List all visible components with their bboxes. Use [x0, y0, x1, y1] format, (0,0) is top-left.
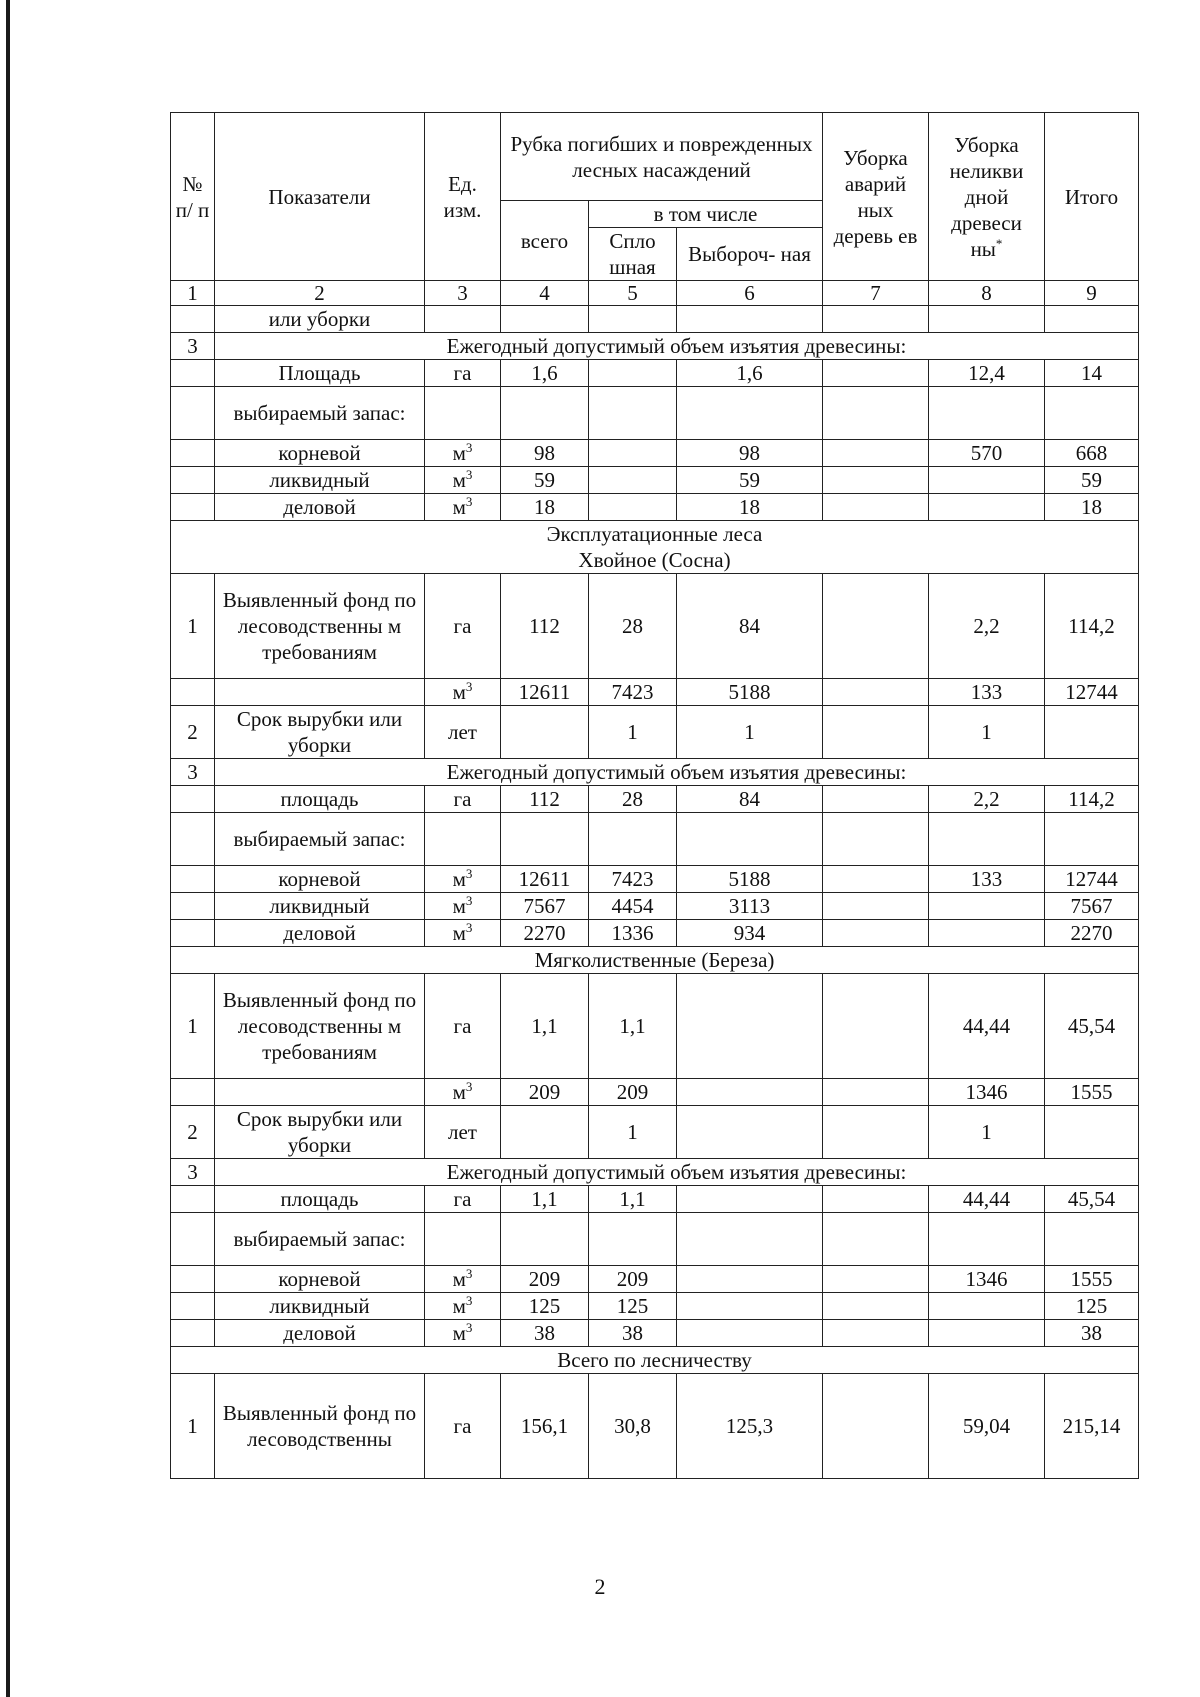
value-cell: [823, 1106, 929, 1159]
row-number: 3: [171, 759, 215, 786]
value-cell: 133: [929, 679, 1045, 706]
unit-text: м: [452, 1321, 466, 1345]
value-cell: [823, 866, 929, 893]
table-body: [171, 306, 1139, 1479]
section-heading-row: [171, 1347, 1139, 1374]
value-cell: 2,2: [929, 574, 1045, 679]
row-number: 2: [171, 706, 215, 759]
value-cell: 1,1: [501, 1186, 589, 1213]
table-row: [171, 440, 1139, 467]
row-label: Выявленный фонд по лесоводственны м требованиям: [215, 974, 425, 1079]
unit-exp: 3: [465, 1320, 473, 1335]
row-label: Площадь: [215, 360, 425, 387]
section-heading: [171, 521, 1139, 574]
col-sum-header: Итого: [1045, 113, 1139, 281]
annual-volume-heading: Ежегодный допустимый объем изъятия древесины:: [215, 759, 1139, 786]
col-unit-header: Ед. изм.: [425, 113, 501, 281]
table-row: [171, 1106, 1139, 1159]
table-row: [171, 893, 1139, 920]
annual-volume-heading: Ежегодный допустимый объем изъятия древесины:: [215, 333, 1139, 360]
table-header: [171, 113, 1139, 306]
value-cell: [677, 1266, 823, 1293]
value-cell: [823, 494, 929, 521]
unit-exp: 3: [465, 440, 473, 455]
row-label: корневой: [215, 440, 425, 467]
value-cell: 7423: [589, 679, 677, 706]
unit-text: м: [452, 1080, 466, 1104]
value-cell: 14: [1045, 360, 1139, 387]
unit-cell: [425, 494, 501, 521]
section-title-total: Всего по лесничеству: [171, 1347, 1139, 1374]
value-cell: [1045, 1106, 1139, 1159]
value-cell: 98: [677, 440, 823, 467]
value-cell: [823, 786, 929, 813]
row-label: деловой: [215, 494, 425, 521]
value-cell: 1: [589, 1106, 677, 1159]
value-cell: 934: [677, 920, 823, 947]
unit-text: м: [452, 921, 466, 945]
value-cell: 125: [501, 1293, 589, 1320]
value-cell: 1: [589, 706, 677, 759]
value-cell: [501, 706, 589, 759]
row-label: Срок вырубки или уборки: [215, 1106, 425, 1159]
value-cell: 125: [1045, 1293, 1139, 1320]
value-cell: [677, 1320, 823, 1347]
value-cell: [929, 920, 1045, 947]
value-cell: 1: [929, 1106, 1045, 1159]
unit-cell: [425, 679, 501, 706]
value-cell: [589, 467, 677, 494]
value-cell: [823, 360, 929, 387]
table-row: [171, 1320, 1139, 1347]
value-cell: 1,6: [501, 360, 589, 387]
col-fallen-header: Уборка аварий ных деревь ев: [823, 113, 929, 281]
row-label: деловой: [215, 920, 425, 947]
value-cell: 44,44: [929, 1186, 1045, 1213]
scan-edge-line: [6, 0, 10, 1697]
value-cell: [823, 440, 929, 467]
value-cell: 209: [501, 1079, 589, 1106]
value-cell: 12744: [1045, 866, 1139, 893]
value-cell: [823, 1320, 929, 1347]
table-row: [171, 333, 1139, 360]
unit-cell: [425, 920, 501, 947]
unit-text: м: [452, 468, 466, 492]
value-cell: 28: [589, 574, 677, 679]
unit-cell: [425, 1293, 501, 1320]
table-row: [171, 920, 1139, 947]
value-cell: 3113: [677, 893, 823, 920]
section-title-birch: Мягколиственные (Береза): [171, 947, 1139, 974]
unit-cell: га: [425, 786, 501, 813]
value-cell: 18: [1045, 494, 1139, 521]
value-cell: [823, 974, 929, 1079]
row-label: площадь: [215, 1186, 425, 1213]
value-cell: 7423: [589, 866, 677, 893]
value-cell: 12744: [1045, 679, 1139, 706]
value-cell: 18: [501, 494, 589, 521]
value-cell: 1555: [1045, 1266, 1139, 1293]
col-number: 7: [823, 281, 929, 306]
row-number: 1: [171, 974, 215, 1079]
value-cell: [929, 1320, 1045, 1347]
unit-text: м: [452, 495, 466, 519]
unit-cell: га: [425, 574, 501, 679]
annual-volume-heading: Ежегодный допустимый объем изъятия древесины:: [215, 1159, 1139, 1186]
value-cell: 1: [677, 706, 823, 759]
table-row: [171, 1159, 1139, 1186]
unit-exp: 3: [465, 494, 473, 509]
value-cell: 1,1: [589, 974, 677, 1079]
value-cell: 1,1: [589, 1186, 677, 1213]
unit-exp: 3: [465, 893, 473, 908]
col-number: 8: [929, 281, 1045, 306]
value-cell: [929, 1293, 1045, 1320]
value-cell: [1045, 706, 1139, 759]
value-cell: 2270: [501, 920, 589, 947]
row-label: выбираемый запас:: [215, 387, 425, 440]
footnote-mark: *: [995, 235, 1003, 251]
value-cell: [677, 974, 823, 1079]
value-cell: 1: [929, 706, 1045, 759]
value-cell: 59: [1045, 467, 1139, 494]
unit-exp: 3: [465, 866, 473, 881]
row-label: корневой: [215, 866, 425, 893]
table-row: [171, 1374, 1139, 1479]
value-cell: 12611: [501, 679, 589, 706]
value-cell: [677, 1186, 823, 1213]
section-heading-row: [171, 521, 1139, 574]
unit-text: м: [452, 867, 466, 891]
row-label: корневой: [215, 1266, 425, 1293]
unit-text: м: [452, 894, 466, 918]
row-label: деловой: [215, 1320, 425, 1347]
value-cell: 668: [1045, 440, 1139, 467]
value-cell: [589, 440, 677, 467]
unit-cell: [425, 467, 501, 494]
col-indicators-header: Показатели: [215, 113, 425, 281]
unit-exp: 3: [465, 467, 473, 482]
col-nonliquid-header: [929, 113, 1045, 281]
value-cell: 59,04: [929, 1374, 1045, 1479]
table-row: [171, 574, 1139, 679]
unit-exp: 3: [465, 1079, 473, 1094]
value-cell: 84: [677, 574, 823, 679]
unit-cell: лет: [425, 706, 501, 759]
row-label: или уборки: [215, 306, 425, 333]
unit-exp: 3: [465, 920, 473, 935]
table-row: [171, 494, 1139, 521]
value-cell: [823, 679, 929, 706]
col-number: 5: [589, 281, 677, 306]
value-cell: 7567: [1045, 893, 1139, 920]
col-clear-header: Спло шная: [589, 228, 677, 281]
unit-cell: [425, 1320, 501, 1347]
table-row: [171, 306, 1139, 333]
value-cell: [823, 574, 929, 679]
row-label: выбираемый запас:: [215, 813, 425, 866]
row-label: Выявленный фонд по лесоводственны м требованиям: [215, 574, 425, 679]
value-cell: 1,1: [501, 974, 589, 1079]
value-cell: [929, 494, 1045, 521]
value-cell: 1346: [929, 1266, 1045, 1293]
value-cell: 125,3: [677, 1374, 823, 1479]
value-cell: 1,6: [677, 360, 823, 387]
row-number: 2: [171, 1106, 215, 1159]
table-row: [171, 1186, 1139, 1213]
col-felling-header: Рубка погибших и поврежденных лесных насаждений: [501, 113, 823, 201]
row-label: Выявленный фонд по лесоводственны: [215, 1374, 425, 1479]
row-label: Срок вырубки или уборки: [215, 706, 425, 759]
section-title-exploit: Эксплуатационные леса: [546, 522, 763, 546]
row-number: 1: [171, 1374, 215, 1479]
value-cell: 133: [929, 866, 1045, 893]
unit-exp: 3: [465, 1266, 473, 1281]
value-cell: 18: [677, 494, 823, 521]
value-cell: 84: [677, 786, 823, 813]
table-row: [171, 387, 1139, 440]
value-cell: [589, 494, 677, 521]
value-cell: [823, 1293, 929, 1320]
table-row: [171, 360, 1139, 387]
unit-cell: [425, 440, 501, 467]
value-cell: 209: [589, 1266, 677, 1293]
value-cell: [823, 1079, 929, 1106]
nonliquid-label: Уборка неликви дной древеси ны: [949, 132, 1024, 261]
value-cell: [589, 360, 677, 387]
value-cell: 209: [589, 1079, 677, 1106]
value-cell: 1336: [589, 920, 677, 947]
row-label: выбираемый запас:: [215, 1213, 425, 1266]
table-row: [171, 786, 1139, 813]
section-title-conifer: Хвойное (Сосна): [578, 548, 731, 572]
col-num-header: № п/ п: [171, 113, 215, 281]
value-cell: 114,2: [1045, 786, 1139, 813]
section-heading-row: [171, 947, 1139, 974]
unit-cell: га: [425, 974, 501, 1079]
value-cell: 114,2: [1045, 574, 1139, 679]
col-total-header: всего: [501, 201, 589, 281]
col-number: 3: [425, 281, 501, 306]
value-cell: [823, 920, 929, 947]
col-number: 1: [171, 281, 215, 306]
value-cell: [823, 893, 929, 920]
value-cell: 59: [501, 467, 589, 494]
table-row: [171, 467, 1139, 494]
unit-cell: га: [425, 360, 501, 387]
value-cell: 38: [501, 1320, 589, 1347]
value-cell: 30,8: [589, 1374, 677, 1479]
value-cell: [501, 1106, 589, 1159]
value-cell: [929, 893, 1045, 920]
value-cell: 1346: [929, 1079, 1045, 1106]
row-label: площадь: [215, 786, 425, 813]
unit-cell: га: [425, 1374, 501, 1479]
table-row: [171, 759, 1139, 786]
value-cell: 215,14: [1045, 1374, 1139, 1479]
report-sheet: [170, 112, 1138, 1479]
unit-exp: 3: [465, 679, 473, 694]
value-cell: 112: [501, 786, 589, 813]
value-cell: 1555: [1045, 1079, 1139, 1106]
table-row: [171, 679, 1139, 706]
table-row: [171, 974, 1139, 1079]
unit-text: м: [452, 1294, 466, 1318]
value-cell: 125: [589, 1293, 677, 1320]
value-cell: 59: [677, 467, 823, 494]
table-row: [171, 866, 1139, 893]
unit-text: м: [452, 680, 466, 704]
value-cell: 45,54: [1045, 974, 1139, 1079]
unit-cell: [425, 893, 501, 920]
value-cell: 2270: [1045, 920, 1139, 947]
unit-cell: [425, 1266, 501, 1293]
value-cell: 7567: [501, 893, 589, 920]
value-cell: 44,44: [929, 974, 1045, 1079]
value-cell: 4454: [589, 893, 677, 920]
value-cell: 45,54: [1045, 1186, 1139, 1213]
table-row: [171, 1213, 1139, 1266]
row-number: 3: [171, 333, 215, 360]
unit-cell: [425, 866, 501, 893]
unit-cell: [425, 1079, 501, 1106]
row-label: ликвидный: [215, 467, 425, 494]
col-selective-header: Выбороч- ная: [677, 228, 823, 281]
row-number: 3: [171, 1159, 215, 1186]
table-row: [171, 706, 1139, 759]
table-row: [171, 813, 1139, 866]
unit-text: м: [452, 1267, 466, 1291]
value-cell: [823, 1186, 929, 1213]
value-cell: [823, 1266, 929, 1293]
value-cell: 570: [929, 440, 1045, 467]
column-number-row: [171, 281, 1139, 306]
value-cell: 112: [501, 574, 589, 679]
col-number: 4: [501, 281, 589, 306]
value-cell: 2,2: [929, 786, 1045, 813]
value-cell: [677, 1106, 823, 1159]
value-cell: 38: [589, 1320, 677, 1347]
row-label: ликвидный: [215, 1293, 425, 1320]
value-cell: [929, 467, 1045, 494]
row-label: ликвидный: [215, 893, 425, 920]
unit-exp: 3: [465, 1293, 473, 1308]
col-including-header: в том числе: [589, 201, 823, 228]
page-number: 2: [594, 1574, 606, 1599]
value-cell: 98: [501, 440, 589, 467]
value-cell: 5188: [677, 866, 823, 893]
unit-cell: лет: [425, 1106, 501, 1159]
table-row: [171, 1293, 1139, 1320]
value-cell: 12611: [501, 866, 589, 893]
col-number: 9: [1045, 281, 1139, 306]
value-cell: [823, 1374, 929, 1479]
value-cell: 28: [589, 786, 677, 813]
table-row: [171, 1266, 1139, 1293]
value-cell: 38: [1045, 1320, 1139, 1347]
forest-felling-table: [170, 112, 1139, 1479]
value-cell: 209: [501, 1266, 589, 1293]
value-cell: [677, 1079, 823, 1106]
unit-cell: га: [425, 1186, 501, 1213]
value-cell: 156,1: [501, 1374, 589, 1479]
row-number: 1: [171, 574, 215, 679]
value-cell: [823, 706, 929, 759]
value-cell: [823, 467, 929, 494]
value-cell: 5188: [677, 679, 823, 706]
table-row: [171, 1079, 1139, 1106]
unit-text: м: [452, 441, 466, 465]
col-number: 2: [215, 281, 425, 306]
col-number: 6: [677, 281, 823, 306]
value-cell: 12,4: [929, 360, 1045, 387]
value-cell: [677, 1293, 823, 1320]
